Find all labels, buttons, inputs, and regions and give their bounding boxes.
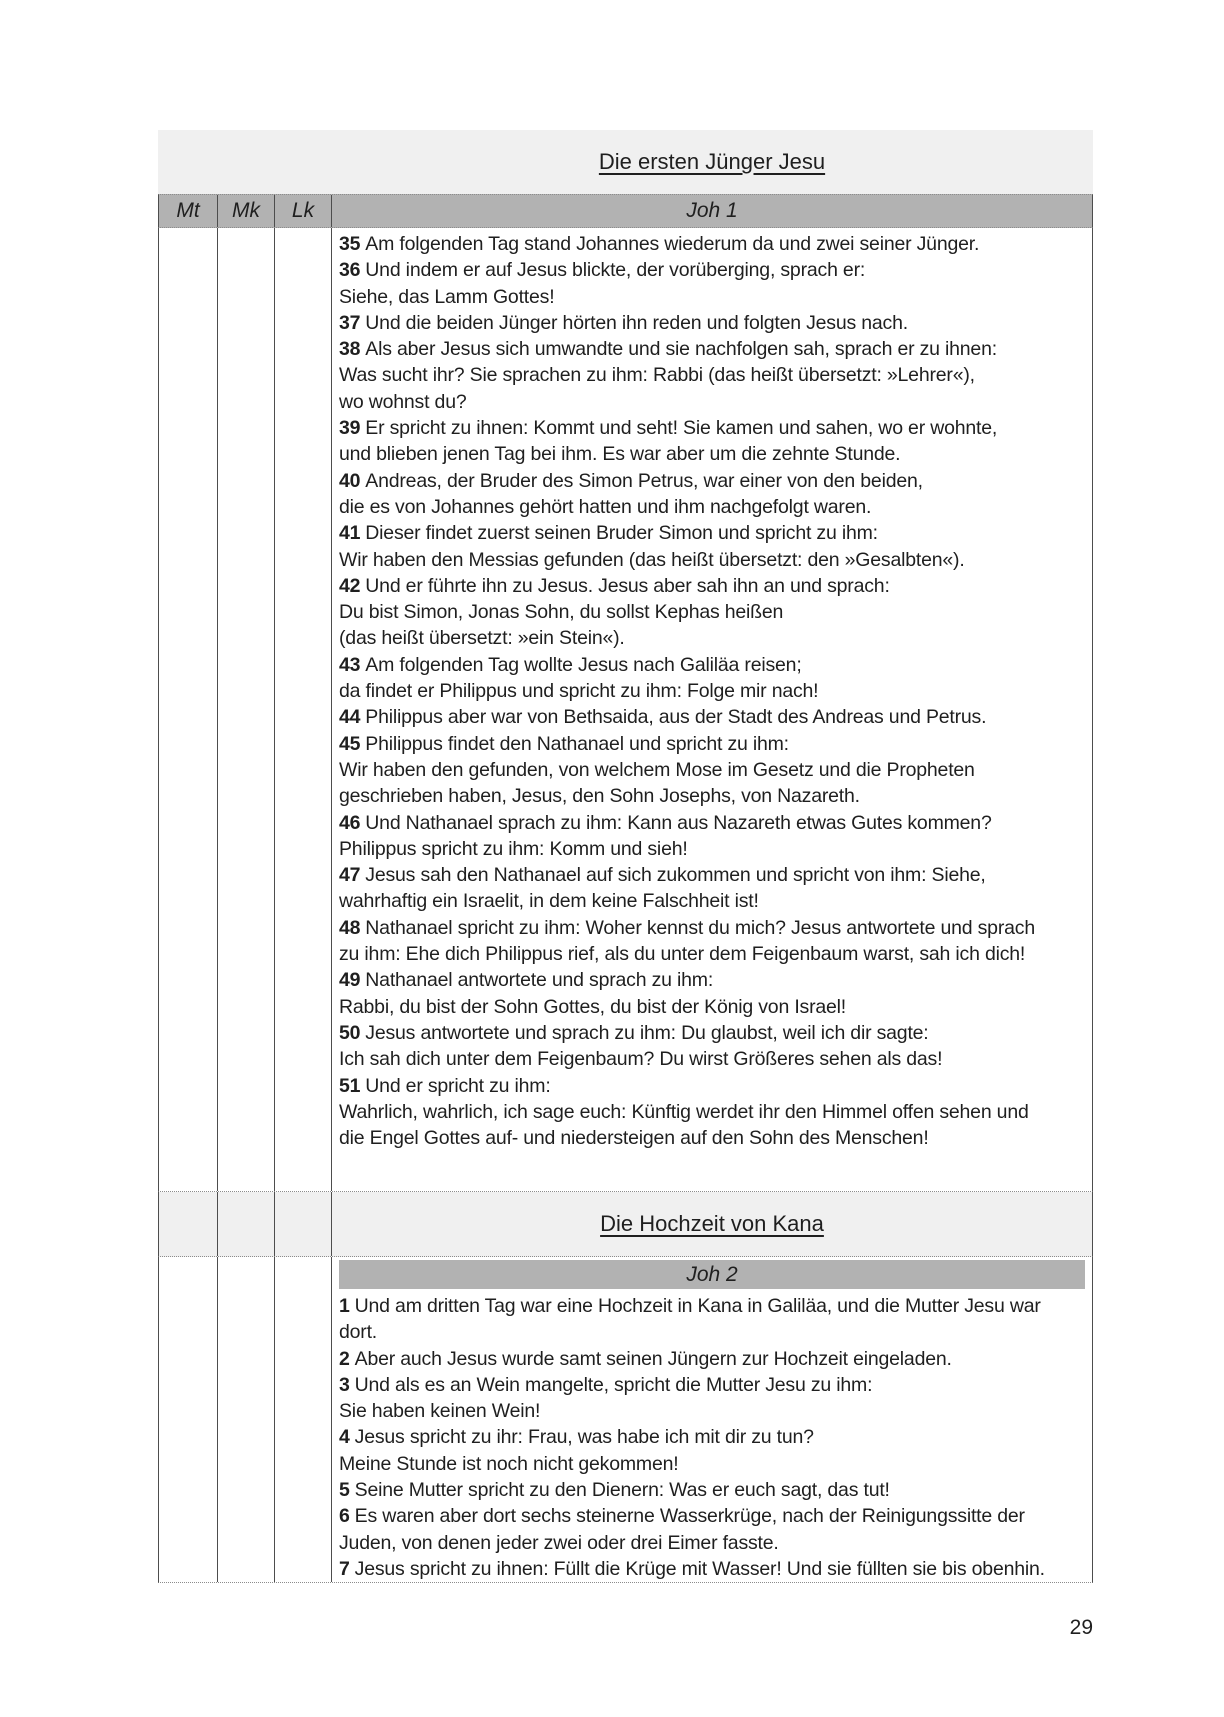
column-header-lk: Lk: [275, 195, 332, 227]
verse-text: Wir haben den Messias gefunden (das heißt übersetzt: den »Gesalbten«).: [339, 548, 965, 571]
verse-text: Und als es an Wein mangelte, spricht die Mutter Jesu zu ihm:: [354, 1373, 873, 1396]
verse-line: [339, 389, 1092, 415]
verse-text: Jesus sah den Nathanael auf sich zukommen und spricht von ihm: Siehe,: [365, 864, 986, 887]
verse-text: Rabbi, du bist der Sohn Gottes, du bist der König von Israel!: [339, 995, 847, 1018]
verse-text: Und er führte ihn zu Jesus. Jesus aber sah ihn an und sprach:: [365, 574, 890, 597]
verse-line: [339, 494, 1092, 520]
verse-line: [339, 257, 1092, 283]
verse-text: Am folgenden Tag wollte Jesus nach Galiläa reisen;: [365, 653, 802, 676]
passage-row-joh2: [158, 1257, 1093, 1583]
page-number: 29: [1069, 1616, 1093, 1639]
passage-row-joh1: [158, 228, 1093, 1192]
verse-number: 49: [339, 969, 361, 992]
verse-number: 42: [339, 574, 361, 597]
empty-cell-lk: [275, 228, 332, 1191]
verse-line: [339, 1530, 1092, 1556]
verse-line: [339, 573, 1092, 599]
verse-line: [339, 652, 1092, 678]
section2-title-row: [158, 1192, 1093, 1257]
verse-line: [339, 1503, 1092, 1529]
verse-line: [339, 520, 1092, 546]
section1-title: Die ersten Jünger Jesu: [598, 149, 826, 174]
verse-text: Und indem er auf Jesus blickte, der vorüberging, sprach er:: [365, 259, 866, 282]
verse-line: [339, 625, 1092, 651]
verse-line: [339, 1099, 1092, 1125]
verse-text: Siehe, das Lamm Gottes!: [339, 285, 555, 308]
verse-number: 51: [339, 1074, 361, 1097]
verse-line: [339, 547, 1092, 573]
verse-number: 47: [339, 864, 361, 887]
verse-line: [339, 941, 1092, 967]
verse-line: [339, 836, 1092, 862]
empty-cell-mk: [218, 1257, 275, 1582]
verse-line: [339, 1073, 1092, 1099]
verse-line: [339, 888, 1092, 914]
column-header-mk: Mk: [218, 195, 275, 227]
verse-number: 46: [339, 811, 361, 834]
verse-line: [339, 310, 1092, 336]
verse-text: Jesus spricht zu ihr: Frau, was habe ich mit dir zu tun?: [354, 1426, 814, 1449]
verse-number: 50: [339, 1021, 361, 1044]
synopsis-table: [158, 130, 1093, 1583]
column-header-mt: Mt: [159, 195, 218, 227]
verse-text: geschrieben haben, Jesus, den Sohn Josephs, von Nazareth.: [339, 785, 860, 808]
verse-text: Wahrlich, wahrlich, ich sage euch: Künftig werdet ihr den Himmel offen sehen und: [339, 1100, 1029, 1123]
verse-text: Andreas, der Bruder des Simon Petrus, war einer von den beiden,: [365, 469, 923, 492]
verse-line: [339, 441, 1092, 467]
verse-line: [339, 757, 1092, 783]
empty-cell-lk: [275, 1192, 332, 1256]
verse-number: 6: [339, 1505, 350, 1528]
verse-line: [339, 1372, 1092, 1398]
verse-line: [339, 231, 1092, 257]
verse-text: Es waren aber dort sechs steinerne Wasserkrüge, nach der Reinigungssitte der: [354, 1505, 1025, 1528]
verse-number: 40: [339, 469, 361, 492]
verse-text: Und die beiden Jünger hörten ihn reden und folgten Jesus nach.: [365, 311, 908, 334]
verse-line: [339, 731, 1092, 757]
verse-number: 4: [339, 1426, 350, 1449]
verse-line: [339, 967, 1092, 993]
verse-text: Jesus antwortete und sprach zu ihm: Du glaubst, weil ich dir sagte:: [365, 1021, 929, 1044]
verse-text: zu ihm: Ehe dich Philippus rief, als du unter dem Feigenbaum warst, sah ich dich!: [339, 943, 1026, 966]
verse-text: Er spricht zu ihnen: Kommt und seht! Sie kamen und sahen, wo er wohnte,: [365, 417, 998, 440]
verse-number: 44: [339, 706, 361, 729]
section2-title-cell: [332, 1192, 1092, 1256]
verse-text: Am folgenden Tag stand Johannes wiederum da und zwei seiner Jünger.: [365, 233, 980, 255]
verse-text: Seine Mutter spricht zu den Dienern: Was er euch sagt, das tut!: [354, 1479, 890, 1502]
verse-text: Und er spricht zu ihm:: [365, 1074, 551, 1097]
verse-line: [339, 1125, 1092, 1151]
verse-line: [339, 1451, 1092, 1477]
verse-line: [339, 1293, 1092, 1319]
verse-text: Als aber Jesus sich umwandte und sie nachfolgen sah, sprach er zu ihnen:: [365, 338, 997, 361]
verse-number: 39: [339, 417, 361, 440]
verse-line: [339, 336, 1092, 362]
verse-line: [339, 678, 1092, 704]
verse-text: Philippus findet den Nathanael und spricht zu ihm:: [365, 732, 789, 755]
verse-text: Was sucht ihr? Sie sprachen zu ihm: Rabbi (das heißt übersetzt: »Lehrer«),: [339, 364, 975, 387]
verse-line: [339, 1319, 1092, 1345]
verse-line: [339, 994, 1092, 1020]
empty-cell-mk: [218, 228, 275, 1191]
column-header-row: [158, 194, 1093, 228]
verse-text: Und am dritten Tag war eine Hochzeit in Kana in Galiläa, und die Mutter Jesu war: [354, 1295, 1041, 1317]
verse-text: wo wohnst du?: [339, 390, 467, 413]
verse-line: [339, 468, 1092, 494]
verse-text: da findet er Philippus und spricht zu ihm: Folge mir nach!: [339, 680, 819, 703]
verse-number: 37: [339, 311, 361, 334]
passage-text-joh1: [332, 228, 1092, 1191]
empty-cell-mk: [218, 1192, 275, 1256]
passage-cell-joh2: [332, 1257, 1092, 1582]
verse-number: 48: [339, 916, 361, 939]
verse-text: Philippus aber war von Bethsaida, aus der Stadt des Andreas und Petrus.: [365, 706, 987, 729]
verse-text: Nathanael antwortete und sprach zu ihm:: [365, 969, 714, 992]
verse-line: [339, 810, 1092, 836]
section2-title: Die Hochzeit von Kana: [600, 1211, 824, 1236]
verse-text: Jesus spricht zu ihnen: Füllt die Krüge mit Wasser! Und sie füllten sie bis obenhin.: [354, 1557, 1045, 1580]
verse-number: 1: [339, 1295, 350, 1317]
empty-cell-mt: [159, 1257, 218, 1582]
verse-line: [339, 1020, 1092, 1046]
verse-line: [339, 1424, 1092, 1450]
verse-line: [339, 362, 1092, 388]
verse-text: (das heißt übersetzt: »ein Stein«).: [339, 627, 625, 650]
verse-text: die es von Johannes gehört hatten und ihm nachgefolgt waren.: [339, 495, 872, 518]
verse-text: Nathanael spricht zu ihm: Woher kennst du mich? Jesus antwortete und sprach: [365, 916, 1035, 939]
verse-number: 43: [339, 653, 361, 676]
verse-text: dort.: [339, 1321, 378, 1344]
verse-number: 2: [339, 1347, 350, 1370]
verse-text: Wir haben den gefunden, von welchem Mose im Gesetz und die Propheten: [339, 758, 975, 781]
verse-text: Ich sah dich unter dem Feigenbaum? Du wirst Größeres sehen als das!: [339, 1048, 943, 1071]
verse-text: Sie haben keinen Wein!: [339, 1400, 541, 1423]
verse-line: [339, 599, 1092, 625]
verse-number: 3: [339, 1373, 350, 1396]
verse-text: und blieben jenen Tag bei ihm. Es war aber um die zehnte Stunde.: [339, 443, 901, 466]
verse-line: [339, 284, 1092, 310]
column-header-joh1: Joh 1: [686, 199, 738, 222]
verse-line: [339, 783, 1092, 809]
verse-text: Und Nathanael sprach zu ihm: Kann aus Nazareth etwas Gutes kommen?: [365, 811, 992, 834]
verse-text: Juden, von denen jeder zwei oder drei Eimer fasste.: [339, 1531, 779, 1554]
verse-number: 36: [339, 259, 361, 282]
verse-number: 41: [339, 522, 361, 545]
verse-text: Aber auch Jesus wurde samt seinen Jüngern zur Hochzeit eingeladen.: [354, 1347, 952, 1370]
verse-number: 45: [339, 732, 361, 755]
verse-text: Du bist Simon, Jonas Sohn, du sollst Kephas heißen: [339, 601, 784, 624]
verse-text: die Engel Gottes auf- und niedersteigen auf den Sohn des Menschen!: [339, 1127, 929, 1150]
passage-text-joh2: [339, 1293, 1092, 1582]
empty-cell-lk: [275, 1257, 332, 1582]
verse-text: Philippus spricht zu ihm: Komm und sieh!: [339, 837, 688, 860]
verse-line: [339, 1398, 1092, 1424]
verse-line: [339, 415, 1092, 441]
verse-text: Dieser findet zuerst seinen Bruder Simon und spricht zu ihm:: [365, 522, 878, 545]
passage-header-joh2: Joh 2: [339, 1260, 1085, 1289]
verse-number: 5: [339, 1479, 350, 1502]
verse-number: 38: [339, 338, 361, 361]
verse-line: [339, 1477, 1092, 1503]
verse-number: 7: [339, 1557, 350, 1580]
empty-cell-mt: [159, 1192, 218, 1256]
verse-line: [339, 1346, 1092, 1372]
verse-line: [339, 1046, 1092, 1072]
empty-cell-mt: [159, 228, 218, 1191]
verse-line: [339, 704, 1092, 730]
verse-number: 35: [339, 233, 361, 255]
verse-text: Meine Stunde ist noch nicht gekommen!: [339, 1452, 679, 1475]
verse-line: [339, 915, 1092, 941]
verse-text: wahrhaftig ein Israelit, in dem keine Falschheit ist!: [339, 890, 759, 913]
verse-line: [339, 1556, 1092, 1582]
section1-title-band: [158, 130, 1093, 194]
verse-line: [339, 862, 1092, 888]
